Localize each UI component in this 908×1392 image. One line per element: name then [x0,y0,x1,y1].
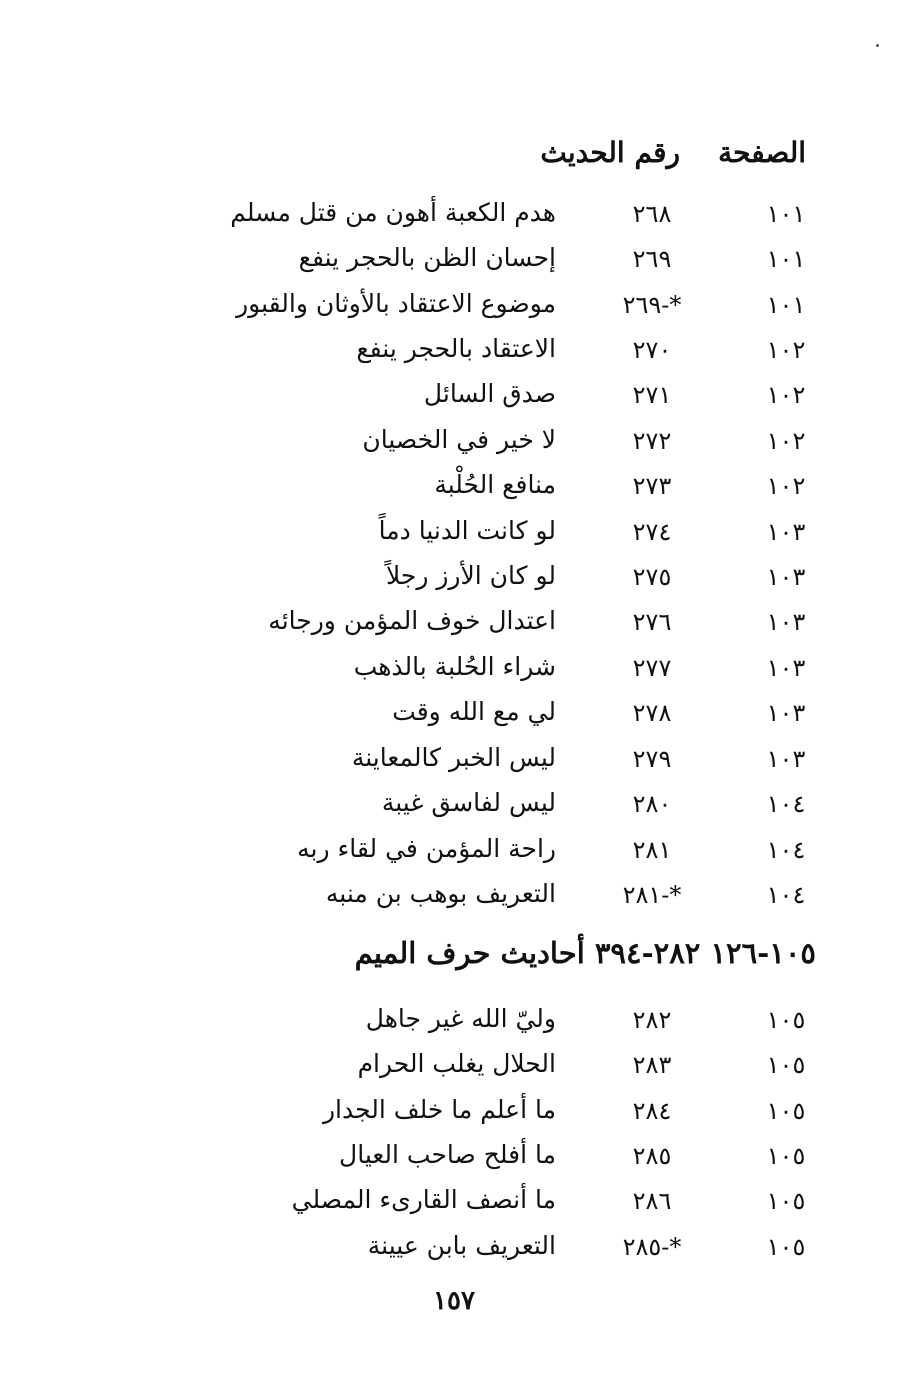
hadith-number-cell: ٢٨٠ [632,790,672,818]
page-cell: ١٠٣ [766,745,806,773]
page-cell: ١٠٤ [766,881,806,909]
column-headers [0,136,908,178]
page-cell: ١٠٥ [766,1006,806,1034]
scan-speck [876,44,879,47]
hadith-title-cell: ما أفلح صاحب العيال [339,1140,556,1169]
index-row [0,1002,908,1042]
index-row [0,832,908,872]
page-cell: ١٠٣ [766,608,806,636]
index-row [0,1138,908,1178]
page-cell: ١٠٤ [766,790,806,818]
page-cell: ١٠٣ [766,518,806,546]
page-column-header: الصفحة [718,136,806,169]
hadith-number-cell: ٢٧٨ [632,699,672,727]
hadith-number-cell: ٢٧٢ [632,427,672,455]
index-row [0,650,908,690]
hadith-title-cell: وليّ الله غير جاهل [365,1004,556,1033]
page-cell: ١٠٢ [766,427,806,455]
hadith-title-cell: الحلال يغلب الحرام [357,1049,556,1078]
index-row [0,377,908,417]
hadith-title-cell: منافع الحُلْبة [434,470,556,499]
index-row [0,786,908,826]
hadith-number-cell: ٢٦٨ [632,200,672,228]
index-row [0,423,908,463]
index-row [0,287,908,327]
hadith-number-cell: ٢٧٩ [632,745,672,773]
hadith-number-cell: ٢٦٩-* [622,291,682,319]
page-cell: ١٠٥ [766,1097,806,1125]
hadith-title-cell: ليس الخبر كالمعاينة [351,743,556,772]
page-cell: ١٠٥ [766,1187,806,1215]
index-row [0,1047,908,1087]
page-cell: ١٠٣ [766,563,806,591]
hadith-number-cell: ٢٨٥-* [622,1233,682,1261]
hadith-number-cell: ٢٧٠ [632,336,672,364]
page-cell: ١٠٣ [766,654,806,682]
page-cell: ١٠٢ [766,381,806,409]
index-row [0,514,908,554]
index-row [0,695,908,735]
hadith-number-cell: ٢٧٤ [632,518,672,546]
hadith-number-cell: ٢٨٢ [632,1006,672,1034]
hadith-title-cell: ليس لفاسق غيبة [381,788,556,817]
page-cell: ١٠٤ [766,836,806,864]
index-row [0,1229,908,1269]
index-row [0,196,908,236]
hadith-title-cell: راحة المؤمن في لقاء ربه [297,834,556,863]
hadith-number-cell: ٢٨٤ [632,1097,672,1125]
index-row [0,741,908,781]
page-cell: ١٠٢ [766,472,806,500]
hadith-title-cell: صدق السائل [423,379,556,408]
hadith-title-cell: ما أنصف القارىء المصلي [291,1185,556,1214]
hadith-number-column-header: رقم الحديث [540,136,680,169]
hadith-title-cell: لو كان الأرز رجلاً [385,561,556,590]
page-cell: ١٠٥ [766,1051,806,1079]
page-cell: ١٠٢ [766,336,806,364]
index-row [0,1183,908,1223]
index-row [0,468,908,508]
index-row [0,604,908,644]
hadith-title-cell: لا خير في الخصيان [362,425,556,454]
page-cell: ١٠١ [766,245,806,273]
hadith-title-cell: ما أعلم ما خلف الجدار [322,1095,556,1124]
page-number: ١٥٧ [433,1286,475,1316]
hadith-number-cell: ٢٧٥ [632,563,672,591]
hadith-title-cell: شراء الحُلبة بالذهب [353,652,556,681]
hadith-number-cell: ٢٨٥ [632,1142,672,1170]
page-cell: ١٠٥ [766,1142,806,1170]
hadith-number-cell: ٢٨٦ [632,1187,672,1215]
hadith-title-cell: لو كانت الدنيا دماً [378,516,556,545]
section-heading: ١٠٥-١٢٦ ٢٨٢-٣٩٤ أحاديث حرف الميم [354,936,816,970]
hadith-number-cell: ٢٧٧ [632,654,672,682]
hadith-number-cell: ٢٨٣ [632,1051,672,1079]
hadith-title-cell: التعريف بوهب بن منبه [325,879,556,908]
page-cell: ١٠١ [766,291,806,319]
hadith-number-cell: ٢٧٣ [632,472,672,500]
index-row [0,241,908,281]
index-row [0,877,908,917]
hadith-number-cell: ٢٧١ [632,381,672,409]
hadith-title-cell: موضوع الاعتقاد بالأوثان والقبور [236,289,556,318]
hadith-title-cell: إحسان الظن بالحجر ينفع [298,243,556,272]
hadith-number-cell: ٢٧٦ [632,608,672,636]
page-cell: ١٠١ [766,200,806,228]
page-cell: ١٠٣ [766,699,806,727]
hadith-title-cell: لي مع الله وقت [392,697,556,726]
index-row [0,332,908,372]
index-row [0,559,908,599]
hadith-number-cell: ٢٨١ [632,836,672,864]
hadith-number-cell: ٢٨١-* [622,881,682,909]
hadith-title-cell: التعريف بابن عيينة [367,1231,556,1260]
page-cell: ١٠٥ [766,1233,806,1261]
hadith-number-cell: ٢٦٩ [632,245,672,273]
hadith-title-cell: الاعتقاد بالحجر ينفع [356,334,556,363]
hadith-title-cell: اعتدال خوف المؤمن ورجائه [268,606,556,635]
hadith-title-cell: هدم الكعبة أهون من قتل مسلم [230,198,556,227]
index-row [0,1093,908,1133]
